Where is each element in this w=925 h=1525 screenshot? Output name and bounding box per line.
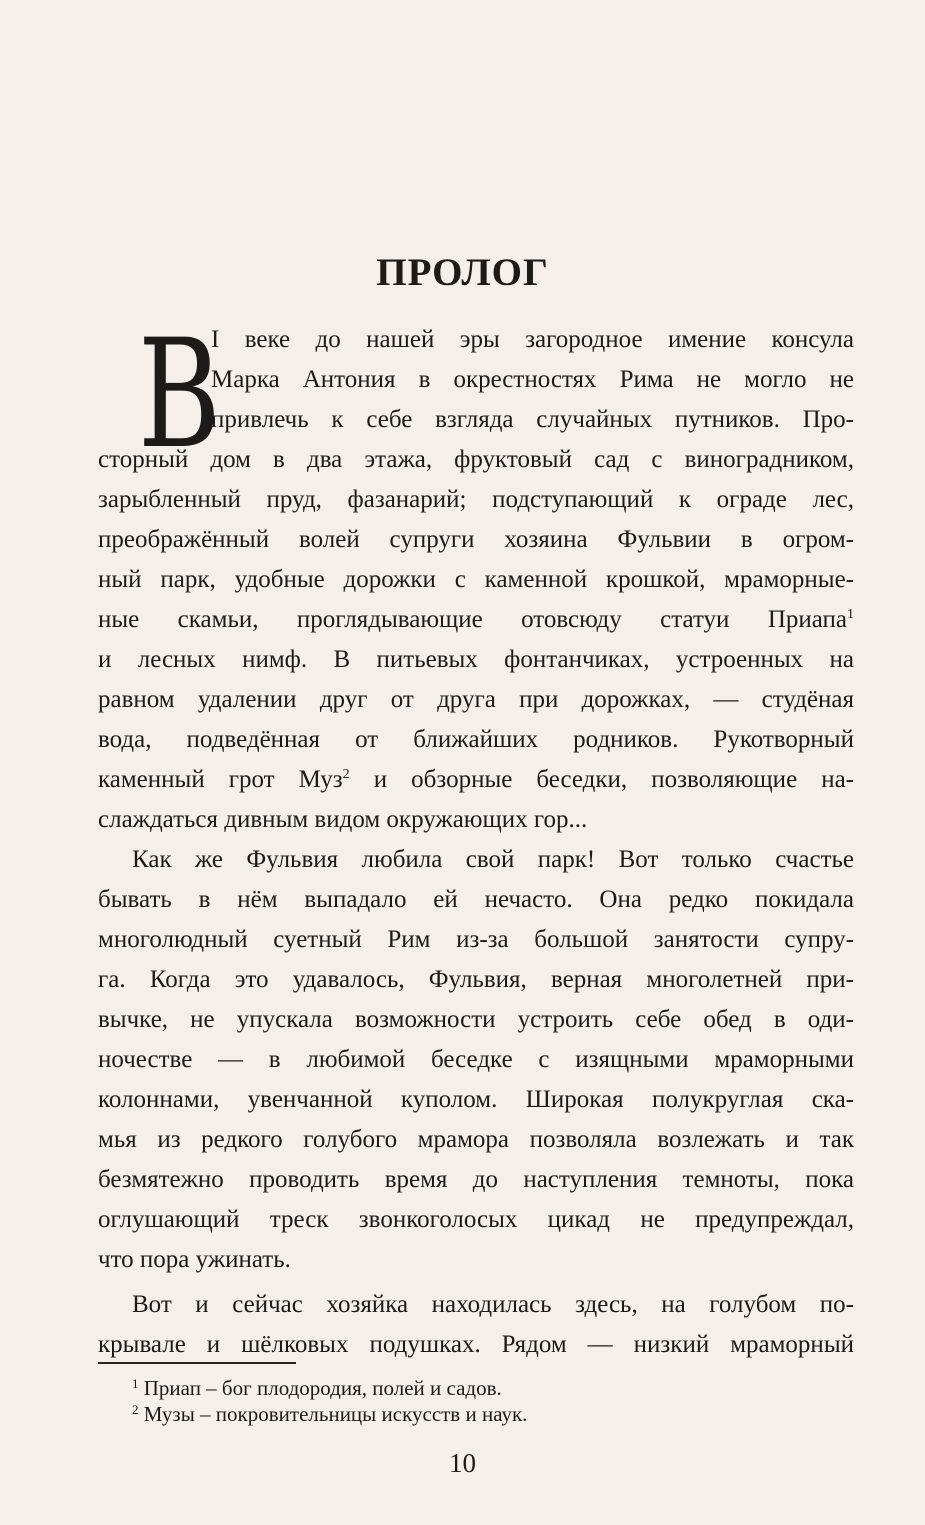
- text-line: вычке, не упускала возможности устроить себе обед в оди-: [98, 1006, 854, 1033]
- text-line: преображённый волей супруги хозяина Фульвии в огром-: [98, 526, 854, 553]
- text-line: га. Когда это удавалось, Фульвия, верная многолетней при-: [98, 966, 854, 993]
- text-line: ный парк, удобные дорожки с каменной крошкой, мраморные-: [98, 566, 854, 593]
- text-line: что пора ужинать.: [98, 1246, 291, 1273]
- footnote-text: Музы – покровительницы искусств и наук.: [143, 1402, 528, 1426]
- footnote-text: Приап – бог плодородия, полей и садов.: [143, 1376, 502, 1400]
- text-line: оглушающий треск звонкоголосых цикад не предупреждал,: [98, 1206, 854, 1233]
- text-line: равном удалении друг от друга при дорожках, — студёная: [98, 686, 854, 713]
- footnote-mark: 2: [132, 1402, 139, 1417]
- text-line: вода, подведённая от ближайших родников. Рукотворный: [98, 726, 854, 753]
- text-line: Как же Фульвия любила свой парк! Вот только счастье: [132, 846, 854, 873]
- text-fragment: ные скамьи, проглядывающие отовсюду статуи Приапа: [98, 606, 847, 633]
- footnote-mark: 1: [132, 1376, 139, 1391]
- text-line: безмятежно проводить время до наступления темноты, пока: [98, 1166, 854, 1193]
- page-number: 10: [449, 1448, 476, 1478]
- text-line: ночестве — в любимой беседке с изящными мраморными: [98, 1046, 854, 1073]
- footnote-1: [132, 1375, 502, 1401]
- footnote-ref-2: 2: [342, 767, 350, 782]
- text-line: Вот и сейчас хозяйка находилась здесь, на голубом по-: [132, 1291, 854, 1318]
- text-line: крывале и шёлковых подушках. Рядом — низкий мраморный: [98, 1331, 854, 1358]
- text-line: и лесных нимф. В питьевых фонтанчиках, устроенных на: [98, 646, 854, 673]
- drop-cap: В: [138, 308, 221, 482]
- text-fragment: и обзорные беседки, позволяющие на-: [349, 766, 855, 793]
- footnote-2: [132, 1401, 527, 1427]
- text-line: [98, 765, 854, 795]
- text-line: бывать в нём выпадало ей нечасто. Она редко покидала: [98, 886, 854, 913]
- text-line: [98, 605, 854, 635]
- chapter-title: ПРОЛОГ: [376, 251, 549, 294]
- text-line: многолюдный суетный Рим из-за большой занятости супру-: [98, 926, 854, 953]
- text-line: мья из редкого голубого мрамора позволяла возлежать и так: [98, 1126, 854, 1153]
- text-line: сторный дом в два этажа, фруктовый сад с виноградником,: [98, 446, 854, 473]
- footnote-divider: [98, 1362, 296, 1364]
- text-line: колоннами, увенчанной куполом. Широкая полукруглая ска-: [98, 1086, 854, 1113]
- text-line: привлечь к себе взгляда случайных путников. Про-: [211, 406, 854, 433]
- text-fragment: каменный грот Муз: [98, 766, 343, 793]
- text-line: Марка Антония в окрестностях Рима не могло не: [211, 366, 854, 393]
- text-line: I веке до нашей эры загородное имение консула: [211, 326, 854, 353]
- footnote-ref-1: 1: [847, 607, 854, 622]
- text-line: зарыбленный пруд, фазанарий; подступающий к ограде лес,: [98, 486, 854, 513]
- text-line: слаждаться дивным видом окружающих гор...: [98, 806, 588, 833]
